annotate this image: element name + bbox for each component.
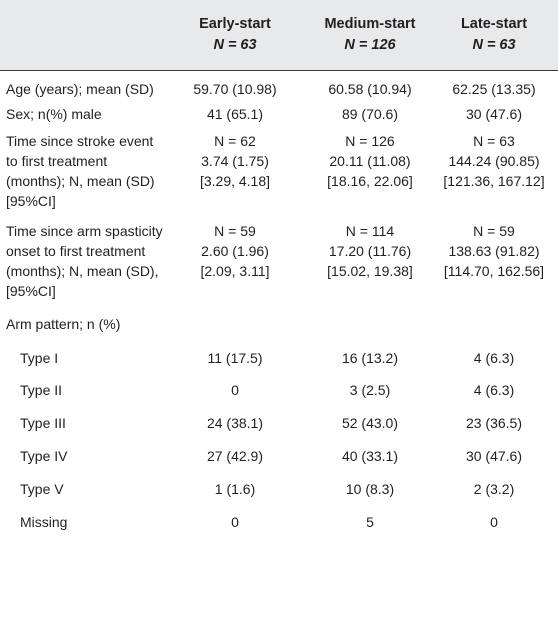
cell-medium: 60.58 (10.94) [328, 81, 412, 97]
cell-late: 4 (6.3) [473, 350, 515, 366]
row-label: Type II [20, 382, 63, 398]
cell-early: N = 62 3.74 (1.75) [3.29, 4.18] [199, 133, 271, 189]
row-label: Arm pattern; n (%) [6, 316, 121, 332]
header-medium-start-name: Medium-start [324, 16, 416, 32]
row-label: Type IV [20, 448, 68, 464]
cell-early: 1 (1.6) [214, 481, 256, 497]
cell-late: 2 (3.2) [473, 481, 515, 497]
header-early-start-n: N = 63 [213, 37, 257, 53]
row-label: Type III [20, 415, 66, 431]
row-label: Type V [20, 481, 64, 497]
header-late-start-n: N = 63 [472, 37, 516, 53]
cell-late: 30 (47.6) [465, 448, 523, 464]
cell-medium: N = 126 20.11 (11.08) [18.16, 22.06] [327, 133, 413, 189]
cell-medium: 3 (2.5) [349, 382, 391, 398]
cell-medium: 10 (8.3) [345, 481, 395, 497]
cell-medium: 52 (43.0) [341, 415, 399, 431]
cell-late: N = 59 138.63 (91.82) [114.70, 162.56] [443, 223, 545, 279]
cell-medium: 5 [366, 514, 374, 530]
cell-medium: 16 (13.2) [341, 350, 399, 366]
cell-early: 11 (17.5) [207, 350, 263, 366]
cell-early: 0 [231, 382, 239, 398]
cell-early: 59.70 (10.98) [193, 81, 277, 97]
row-label: Time since arm spasticity onset to first treatment (months); N, mean (SD), [95%CI] [6, 223, 163, 299]
cell-late: 23 (36.5) [465, 415, 523, 431]
cell-early: 0 [231, 514, 239, 530]
row-label: Missing [20, 514, 68, 530]
cell-early: 24 (38.1) [206, 415, 264, 431]
cell-medium: N = 114 17.20 (11.76) [15.02, 19.38] [327, 223, 413, 279]
cell-late: 0 [490, 514, 498, 530]
cell-early: 27 (42.9) [206, 448, 264, 464]
cell-late: 62.25 (13.35) [452, 81, 536, 97]
header-late-start-name: Late-start [460, 16, 528, 32]
row-label: Age (years); mean (SD) [6, 81, 154, 97]
cell-late: 4 (6.3) [473, 382, 515, 398]
cell-medium: 89 (70.6) [341, 106, 399, 122]
cell-early: N = 59 2.60 (1.96) [2.09, 3.11] [200, 223, 270, 279]
row-label: Sex; n(%) male [6, 106, 102, 122]
header-medium-start-n: N = 126 [344, 37, 396, 53]
cell-late: 30 (47.6) [465, 106, 523, 122]
row-label: Type I [20, 350, 59, 366]
row-label: Time since stroke event to first treatment (months); N, mean (SD) [95%CI] [6, 133, 155, 209]
cell-early: 41 (65.1) [206, 106, 264, 122]
cell-medium: 40 (33.1) [341, 448, 399, 464]
header-early-start-name: Early-start [199, 16, 271, 32]
cell-late: N = 63 144.24 (90.85) [121.36, 167.12] [443, 133, 545, 189]
